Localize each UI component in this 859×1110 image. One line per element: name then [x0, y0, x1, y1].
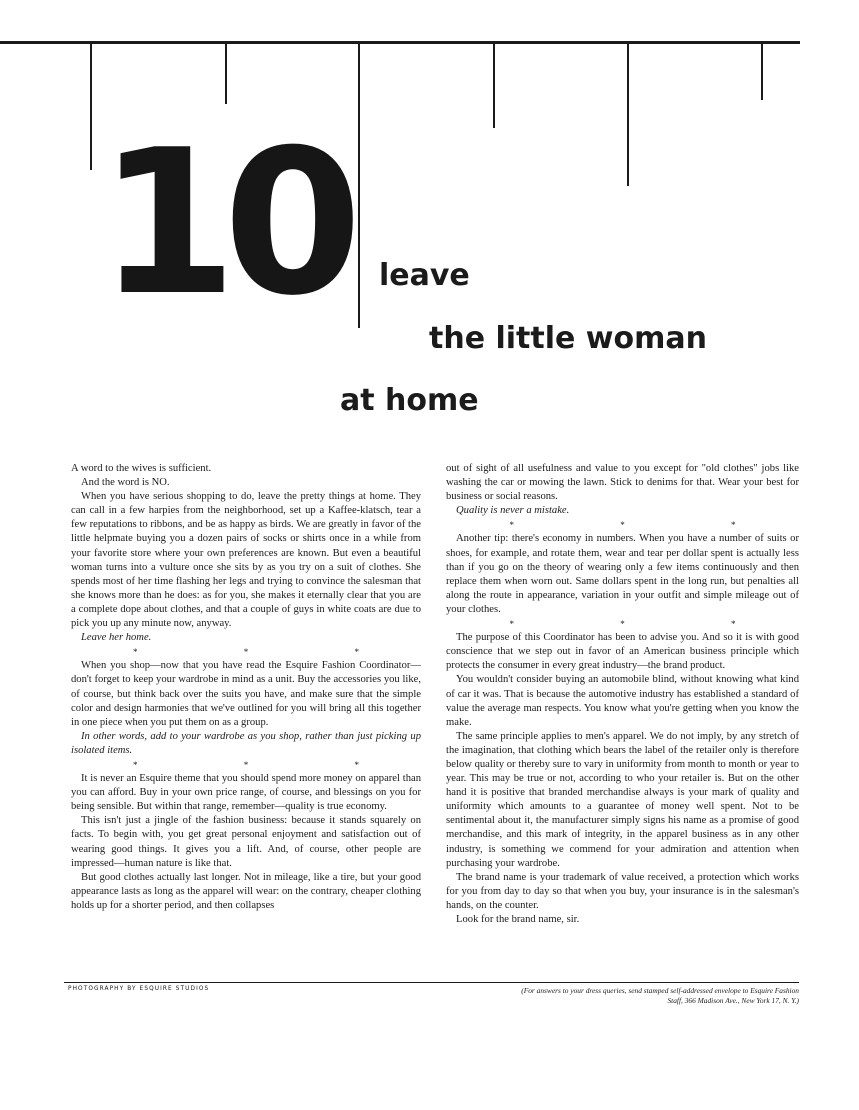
paragraph: The brand name is your trademark of value received, a protection which works for you from day to day so that when you buy, your insurance is in the salesman's hands, on the counter.	[446, 871, 799, 911]
paragraph: When you have serious shopping to do, leave the pretty things at home. They can call in a few harpies from the neighborhood, set up a Kaffee-klatsch, tear a few reputations to ribbons, and be as happy as birds. We are greatly in favor of the little helpmate buying you a dozen pairs of socks or shirts once in a while from your favorite store where your own preferences are known. But even a beautiful woman turns into a vulture once she sits by as you try on a suit of clothes. She spends most of her time flashing her legs and trying to convince the salesman that she knows more than he does: as for you, she makes it eternally clear that you are a complete dope about clothes, and that a couple of guys in white coats are due to pick you up any minute now, anyway.	[71, 491, 421, 630]
hanging-line	[627, 42, 629, 186]
reader-note: (For answers to your dress queries, send stamped self-addressed envelope to Esquire Fashion Staff, 366 Madison Ave., New York 17, N. Y.)	[521, 986, 799, 1005]
hanging-line	[225, 42, 227, 104]
hanging-line	[90, 42, 92, 170]
hanging-line	[493, 42, 495, 128]
headline-line-2: the little woman	[429, 321, 707, 356]
paragraph: And the word is NO.	[81, 477, 170, 489]
paragraph: The purpose of this Coordinator has been to advise you. And so it is with good conscience that we step out in favor of an American business principle which protects the consumer in every great industry—the brand product.	[446, 632, 799, 672]
paragraph: You wouldn't consider buying an automobile blind, without knowing what kind of car it was. That is because the automotive industry has established a standard of value the average man respects. You know what you're getting when you know the make.	[446, 674, 799, 728]
section-separator: * * *	[133, 647, 411, 658]
paragraph: It is never an Esquire theme that you should spend more money on apparel than you can afford. Buy in your own price range, of course, and blessings on you for being sensible. But within that range, remember—quality is true economy.	[71, 773, 421, 813]
section-separator: * * *	[133, 759, 411, 770]
paragraph: This isn't just a jingle of the fashion business: because it stands squarely on facts. To begin with, you get great personal enjoyment and satisfaction out of wearing good things. It gives you a lift. And, of course, other people are impressed—human nature is like that.	[71, 815, 421, 869]
paragraph: When you shop—now that you have read the Esquire Fashion Coordinator—don't forget to keep your wardrobe in mind as a unit. Buy the accessories you like, of course, but think back over the suits you have, and make sure that the simple color and design harmonies that we've outlined for you will bring all this together in one piece when you put them on as a group.	[71, 660, 421, 728]
hanging-line	[761, 42, 763, 100]
paragraph: out of sight of all usefulness and value to you except for "old clothes" jobs like washing the car or mowing the lawn. Stick to denims for that. Wear your best for business or social reasons.	[446, 463, 799, 503]
section-separator: * * *	[509, 619, 788, 630]
hanging-line	[358, 42, 360, 328]
section-separator: * * *	[509, 520, 788, 531]
paragraph: Look for the brand name, sir.	[456, 914, 580, 925]
paragraph: Quality is never a mistake.	[456, 505, 570, 517]
headline-number: 10	[98, 107, 349, 340]
photo-credit: PHOTOGRAPHY BY ESQUIRE STUDIOS	[68, 986, 210, 992]
article-column-left	[71, 462, 421, 913]
footer-rule	[64, 982, 799, 983]
paragraph: Another tip: there's economy in numbers. When you have a number of suits or shoes, for example, and rotate them, wear and tear per dollar spent is actually less than if you go on the theory of wearing only a few items continuously and then replace them when worn out. Same dollars spent in the long run, but penalties all along the route in appearance, variation in your outfit and simple mileage out of your clothes.	[446, 533, 799, 615]
paragraph: The same principle applies to men's apparel. We do not imply, by any stretch of the imagination, that clothing which bears the label of the retailer only is therefore below quality or thereby sure to vary in uniformity from month to month or year to year. This may be true or not, according to who your retailer is. But on the other hand it is positive that branded merchandise always is your mark of quality and uniformity which amounts to a guarantee of money well spent. Not to be sentimental about it, the manufacturer simply signs his name as a promise of good merchandise, and this mark of integrity, in the apparel business as in any other industry, is something we commend for your admiration and attention when purchasing your wardrobe.	[446, 730, 799, 869]
headline-line-1: leave	[379, 258, 470, 293]
paragraph: Leave her home.	[81, 632, 152, 644]
headline-line-3: at home	[340, 383, 479, 418]
paragraph: But good clothes actually last longer. Not in mileage, like a tire, but your good appearance lasts as long as the apparel will wear: on the contrary, cheaper clothing holds up for a shorter period, and then collapses	[71, 871, 421, 911]
paragraph: A word to the wives is sufficient.	[71, 463, 212, 474]
paragraph: In other words, add to your wardrobe as you shop, rather than just picking up isolated items.	[71, 730, 421, 756]
top-rule	[0, 41, 800, 44]
article-column-right	[446, 462, 799, 927]
